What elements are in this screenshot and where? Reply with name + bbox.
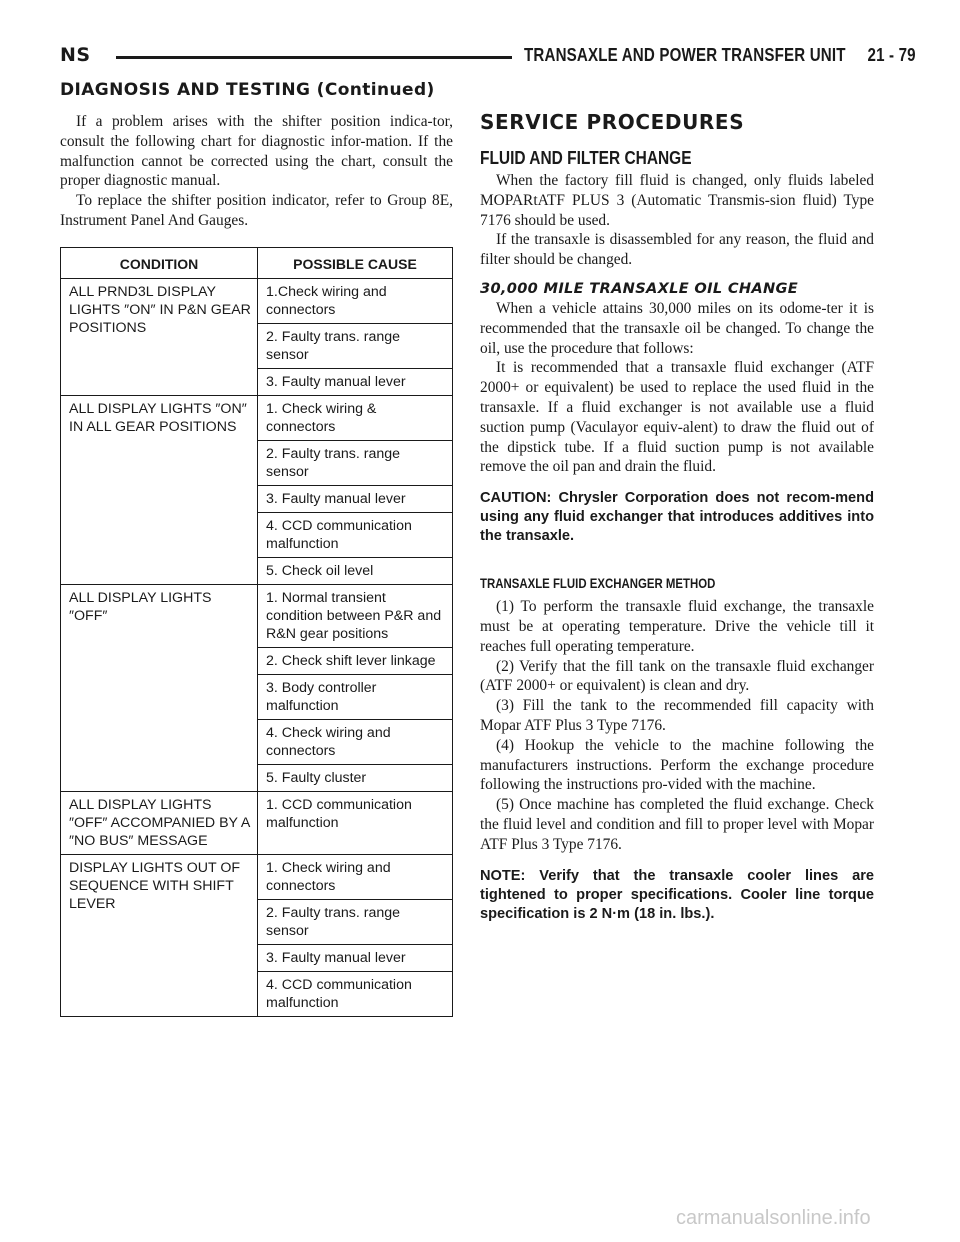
table-row (61, 584, 453, 647)
step-4: (4) Hookup the vehicle to the machine following the manufacturers instructions. Perform the exchange procedure following the instructions pro-vided with the machine. (480, 736, 874, 794)
condition-cell: ALL PRND3L DISPLAY LIGHTS ″ON″ IN P&N GEAR POSITIONS (61, 278, 258, 395)
intro-paragraph: If a problem arises with the shifter position indica-tor, consult the following chart for diagnostic infor-mation. If the malfunction cannot be corrected using the chart, consult the proper diagnostic manual. (60, 113, 453, 190)
cause-cell: 4. Check wiring and connectors (258, 719, 453, 764)
cause-cell: 3. Body controller malfunction (258, 674, 453, 719)
cause-cell: 3. Faulty manual lever (258, 485, 453, 512)
cause-cell: 1. CCD communication malfunction (258, 791, 453, 854)
step-3: (3) Fill the tank to the recommended fill capacity with Mopar ATF Plus 3 Type 7176. (480, 697, 874, 734)
table-row (61, 791, 453, 854)
cause-cell: 1. Normal transient condition between P&R and R&N gear positions (258, 584, 453, 647)
condition-cell: ALL DISPLAY LIGHTS ″OFF″ (61, 584, 258, 791)
cause-cell: 5. Faulty cluster (258, 764, 453, 791)
watermark: carmanualsonline.info (676, 1207, 871, 1229)
left-column (60, 112, 453, 1017)
continued-heading: DIAGNOSIS AND TESTING (Continued) (60, 80, 435, 100)
condition-cell: ALL DISPLAY LIGHTS ″OFF″ ACCOMPANIED BY A ″NO BUS″ MESSAGE (61, 791, 258, 854)
fluid-filter-heading: FLUID AND FILTER CHANGE (480, 148, 692, 168)
condition-cell: ALL DISPLAY LIGHTS ″ON″ IN ALL GEAR POSITIONS (61, 395, 258, 584)
caution-text: CAUTION: Chrysler Corporation does not recom-mend using any fluid exchanger that introduces additives into the transaxle. (480, 490, 874, 545)
exchanger-paragraph: It is recommended that a transaxle fluid exchanger (ATF 2000+ or equivalent) be used to replace the used fluid in the transaxle. If a fluid exchanger is not available use a fluid suction pump (Vaculayor equiv-alent) to draw the fluid out of the dipstick tube. If a fluid suction pump is not available remove the oil pan and drain the fluid. (480, 359, 874, 476)
cause-cell: 2. Faulty trans. range sensor (258, 323, 453, 368)
chapter-title: TRANSAXLE AND POWER TRANSFER UNIT 21 - 79 (524, 45, 916, 65)
cause-cell: 3. Faulty manual lever (258, 368, 453, 395)
table-row (61, 854, 453, 899)
table-row (61, 278, 453, 323)
cause-cell: 5. Check oil level (258, 557, 453, 584)
step-5: (5) Once machine has completed the fluid exchange. Check the fluid level and condition and fill to proper level with Mopar ATF Plus 3 Type 7176. (480, 796, 874, 853)
note-text: NOTE: Verify that the transaxle cooler lines are tightened to proper specifications. Cooler line torque specification is 2 N·m (18 in. lbs.). (480, 867, 874, 922)
oil-change-paragraph: When a vehicle attains 30,000 miles on its odome-ter it is recommended that the transaxle oil be changed. To change the oil, use the procedure that follows: (480, 299, 874, 357)
service-procedures-heading: SERVICE PROCEDURES (480, 110, 745, 134)
section-code: NS (60, 44, 91, 66)
condition-cell: DISPLAY LIGHTS OUT OF SEQUENCE WITH SHIFT LEVER (61, 854, 258, 1016)
header-cause: POSSIBLE CAUSE (258, 247, 453, 278)
step-2: (2) Verify that the fill tank on the transaxle fluid exchanger (ATF 2000+ or equivalent) is clean and dry. (480, 657, 874, 695)
header-condition: CONDITION (61, 247, 258, 278)
cause-cell: 4. CCD communication malfunction (258, 512, 453, 557)
cause-cell: 2. Faulty trans. range sensor (258, 899, 453, 944)
replace-paragraph: To replace the shifter position indicator, refer to Group 8E, Instrument Panel And Gauges. (60, 192, 453, 229)
page-header (60, 44, 916, 74)
cause-cell: 4. CCD communication malfunction (258, 971, 453, 1016)
step-1: (1) To perform the transaxle fluid exchange, the transaxle must be at operating temperature. Drive the vehicle till it reaches full operating temperature. (480, 598, 874, 655)
header-rule (116, 56, 512, 59)
disassembled-paragraph: If the transaxle is disassembled for any reason, the fluid and filter should be changed. (480, 231, 874, 269)
diagnosis-table (60, 247, 453, 1017)
oil-change-heading: 30,000 MILE TRANSAXLE OIL CHANGE (480, 279, 798, 297)
cause-cell: 2. Check shift lever linkage (258, 647, 453, 674)
cause-cell: 2. Faulty trans. range sensor (258, 440, 453, 485)
cause-cell: 1. Check wiring & connectors (258, 395, 453, 440)
cause-cell: 1.Check wiring and connectors (258, 278, 453, 323)
exchanger-method-heading: TRANSAXLE FLUID EXCHANGER METHOD (480, 576, 716, 592)
right-column (480, 110, 874, 924)
table-row (61, 395, 453, 440)
cause-cell: 1. Check wiring and connectors (258, 854, 453, 899)
table-header-row (61, 247, 453, 278)
fluid-paragraph: When the factory fill fluid is changed, only fluids labeled MOPARtATF PLUS 3 (Automatic Transmis-sion fluid) Type 7176 should be used. (480, 172, 874, 229)
cause-cell: 3. Faulty manual lever (258, 944, 453, 971)
